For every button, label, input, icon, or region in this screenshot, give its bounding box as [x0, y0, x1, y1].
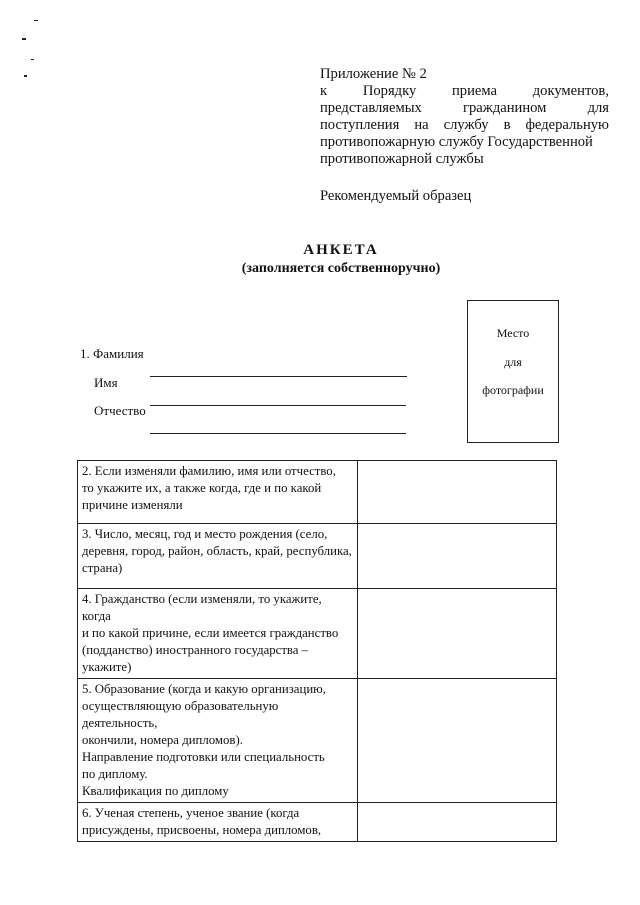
photo-label: фотографии: [482, 383, 544, 397]
question-text: Направление подготовки или специальность: [82, 750, 325, 764]
appendix-line: [320, 83, 609, 100]
question-text: причине изменяли: [82, 498, 183, 512]
question-cell: [78, 589, 358, 679]
question-text: страна): [82, 561, 123, 575]
table-row: [78, 589, 557, 679]
question-text: 6. Ученая степень, ученое звание (когда: [82, 806, 300, 820]
question-text: присуждены, присвоены, номера дипломов,: [82, 823, 322, 837]
photo-label: для: [504, 355, 522, 369]
table-row: [78, 524, 557, 589]
appendix-line: [320, 100, 609, 117]
appendix-word: представляемых: [320, 100, 422, 116]
question-text: то укажите их, а также когда, где и по какой: [82, 481, 322, 495]
recommended-sample-label: Рекомендуемый образец: [320, 188, 472, 204]
appendix-word: для: [587, 100, 609, 116]
appendix-word: документов,: [532, 83, 609, 99]
table-row: [78, 461, 557, 524]
patronymic-field-line[interactable]: [150, 433, 406, 434]
form-title: АНКЕТА: [303, 242, 379, 258]
question-text: 5. Образование (когда и какую организацию,: [82, 682, 326, 696]
scan-mark: [31, 59, 34, 60]
surname-label: 1. Фамилия: [80, 346, 144, 361]
scan-mark: [22, 38, 26, 40]
appendix-word: приема: [451, 83, 497, 99]
question-text: осуществляющую образовательную деятельность,: [82, 699, 279, 730]
appendix-word: федеральную: [525, 117, 609, 133]
question-text: Квалификация по диплому: [82, 784, 229, 798]
answer-cell[interactable]: [357, 589, 556, 679]
appendix-word: поступления: [320, 117, 400, 133]
question-text: по диплому.: [82, 767, 148, 781]
form-subtitle: (заполняется собственноручно): [241, 261, 441, 276]
question-text: 3. Число, месяц, год и место рождения (село,: [82, 527, 328, 541]
question-text: укажите): [82, 660, 132, 674]
appendix-word: службу: [443, 117, 489, 133]
question-cell: [78, 461, 358, 524]
question-text: деревня, город, район, область, край, республика,: [82, 544, 352, 558]
first-name-field[interactable]: [150, 376, 407, 377]
question-text: (подданство) иностранного государства –: [82, 643, 309, 657]
patronymic-label: Отчество: [94, 403, 146, 418]
question-text: 4. Гражданство (если изменяли, то укажите, когда: [82, 592, 322, 623]
answer-cell[interactable]: [357, 524, 556, 589]
photo-placeholder: [467, 300, 559, 443]
appendix-title: Приложение № 2: [320, 66, 427, 82]
question-cell: [78, 803, 358, 842]
scan-mark: [34, 20, 38, 21]
question-cell: [78, 524, 358, 589]
appendix-header: [320, 66, 609, 205]
appendix-line: противопожарной службы: [320, 151, 484, 167]
table-row: [78, 803, 557, 842]
appendix-word: в: [503, 117, 511, 133]
questionnaire-table: [77, 460, 557, 842]
appendix-word: к: [320, 83, 328, 99]
question-text: 2. Если изменяли фамилию, имя или отчество,: [82, 464, 336, 478]
appendix-word: гражданином: [462, 100, 547, 116]
question-text: окончили, номера дипломов).: [82, 733, 243, 747]
photo-label: Место: [496, 326, 530, 340]
question-cell: [78, 679, 358, 803]
first-name-label: Имя: [94, 375, 118, 390]
patronymic-field[interactable]: [150, 405, 406, 406]
appendix-word: Порядку: [362, 83, 417, 99]
answer-cell[interactable]: [357, 461, 556, 524]
question-text: и по какой причине, если имеется гражданство: [82, 626, 339, 640]
appendix-line: [320, 117, 609, 134]
table-row: [78, 679, 557, 803]
appendix-line: противопожарную службу Государственной: [320, 134, 593, 150]
answer-cell[interactable]: [357, 679, 556, 803]
scan-mark: [24, 75, 27, 77]
appendix-word: на: [414, 117, 429, 133]
answer-cell[interactable]: [357, 803, 556, 842]
